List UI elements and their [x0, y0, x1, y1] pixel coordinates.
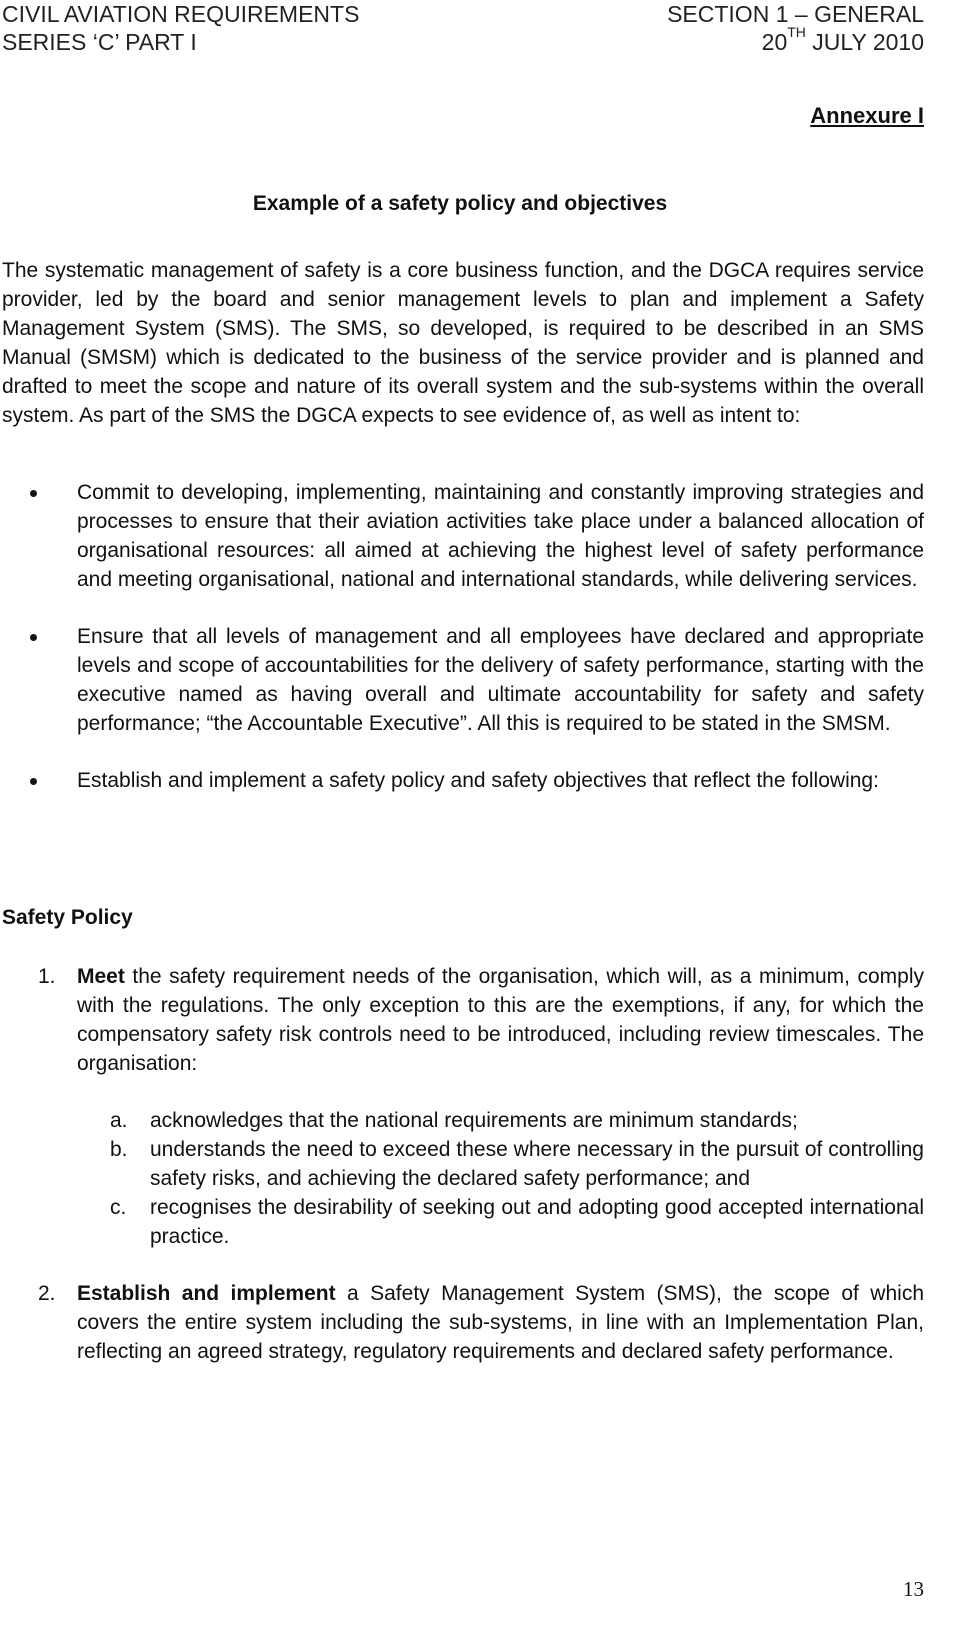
- policy-item-bold: Establish and implement: [77, 1282, 336, 1305]
- header-right: [667, 0, 924, 56]
- header-left: [2, 0, 359, 56]
- header-date-suffix: TH: [787, 24, 806, 41]
- sub-item-letter: a.: [110, 1109, 128, 1132]
- policy-item-number: 1.: [38, 965, 56, 988]
- bullet-icon: [30, 490, 37, 497]
- policy-item-bold: Meet: [77, 965, 125, 988]
- header-date: [667, 24, 924, 56]
- sub-item-letter: c.: [110, 1196, 127, 1219]
- intro-paragraph: The systematic management of safety is a core business function, and the DGCA requires service provider, led by the board and senior management levels to plan and implement a Safety Management System (SMS). The SMS, so developed, is required to be described in an SMS Manual (SMSM) which is dedicated to the business of the service provider and is planned and drafted to meet the scope and nature of its overall system and the sub-systems within the overall system. As part of the SMS the DGCA expects to see evidence of, as well as intent to:: [2, 259, 924, 427]
- bullet-icon: [30, 634, 37, 641]
- policy-sub-item: [77, 1135, 924, 1193]
- policy-list: [0, 962, 924, 1366]
- bullet-list: [0, 478, 924, 795]
- sub-item-text: recognises the desirability of seeking out and adopting good accepted international practice.: [150, 1196, 924, 1248]
- header-section: SECTION 1 – GENERAL: [667, 1, 924, 27]
- sub-item-text: understands the need to exceed these where necessary in the pursuit of controlling safety risks, and achieving the declared safety performance; and: [150, 1138, 924, 1190]
- header-date-day: 20: [761, 29, 788, 55]
- page-title-text: Example of a safety policy and objectives: [252, 192, 668, 215]
- policy-sub-list: [77, 1106, 924, 1251]
- policy-item-text: a Safety Management System (SMS), the scope of which covers the entire system including the sub-systems, in line with an Implementation Plan, reflecting an agreed strategy, regulatory requirements and declared safety performance.: [77, 1282, 924, 1363]
- bullet-text: Establish and implement a safety policy and safety objectives that reflect the following:: [77, 769, 879, 792]
- header-doc-title: CIVIL AVIATION REQUIREMENTS: [2, 1, 360, 27]
- sub-item-text: acknowledges that the national requirements are minimum standards;: [150, 1109, 798, 1132]
- policy-item-number: 2.: [38, 1282, 56, 1305]
- policy-item: [0, 1279, 924, 1366]
- policy-sub-item: [77, 1106, 924, 1135]
- policy-item: [0, 962, 924, 1251]
- sub-item-letter: b.: [110, 1138, 128, 1161]
- policy-item-text: the safety requirement needs of the organisation, which will, as a minimum, comply with the regulations. The only exception to this are the exemptions, if any, for which the compensatory safety risk controls need to be introduced, including review timescales. The organisation:: [77, 965, 924, 1075]
- bullet-item: [0, 622, 924, 738]
- header-series: SERIES ‘C’ PART I: [2, 29, 197, 55]
- bullet-text: Ensure that all levels of management and all employees have declared and appropriate levels and scope of accountabilities for the delivery of safety performance, starting with the executive named as having overall and ultimate accountability for safety and safety performance; “the Accountable Executive”. All this is required to be stated in the SMSM.: [77, 625, 924, 735]
- header-date-rest: JULY 2010: [805, 29, 924, 55]
- annexure-label: Annexure I: [810, 103, 924, 128]
- policy-sub-item: [77, 1193, 924, 1251]
- bullet-text: Commit to developing, implementing, maintaining and constantly improving strategies and processes to ensure that their aviation activities take place under a balanced allocation of organisational resources: all aimed at achieving the highest level of safety performance and meeting organisational, national and international standards, while delivering services.: [77, 481, 924, 591]
- section-heading: Safety Policy: [2, 906, 133, 929]
- bullet-item: [0, 766, 924, 795]
- bullet-icon: [30, 778, 37, 785]
- page-title: [0, 192, 960, 216]
- page-number: 13: [903, 1577, 924, 1601]
- bullet-item: [0, 478, 924, 594]
